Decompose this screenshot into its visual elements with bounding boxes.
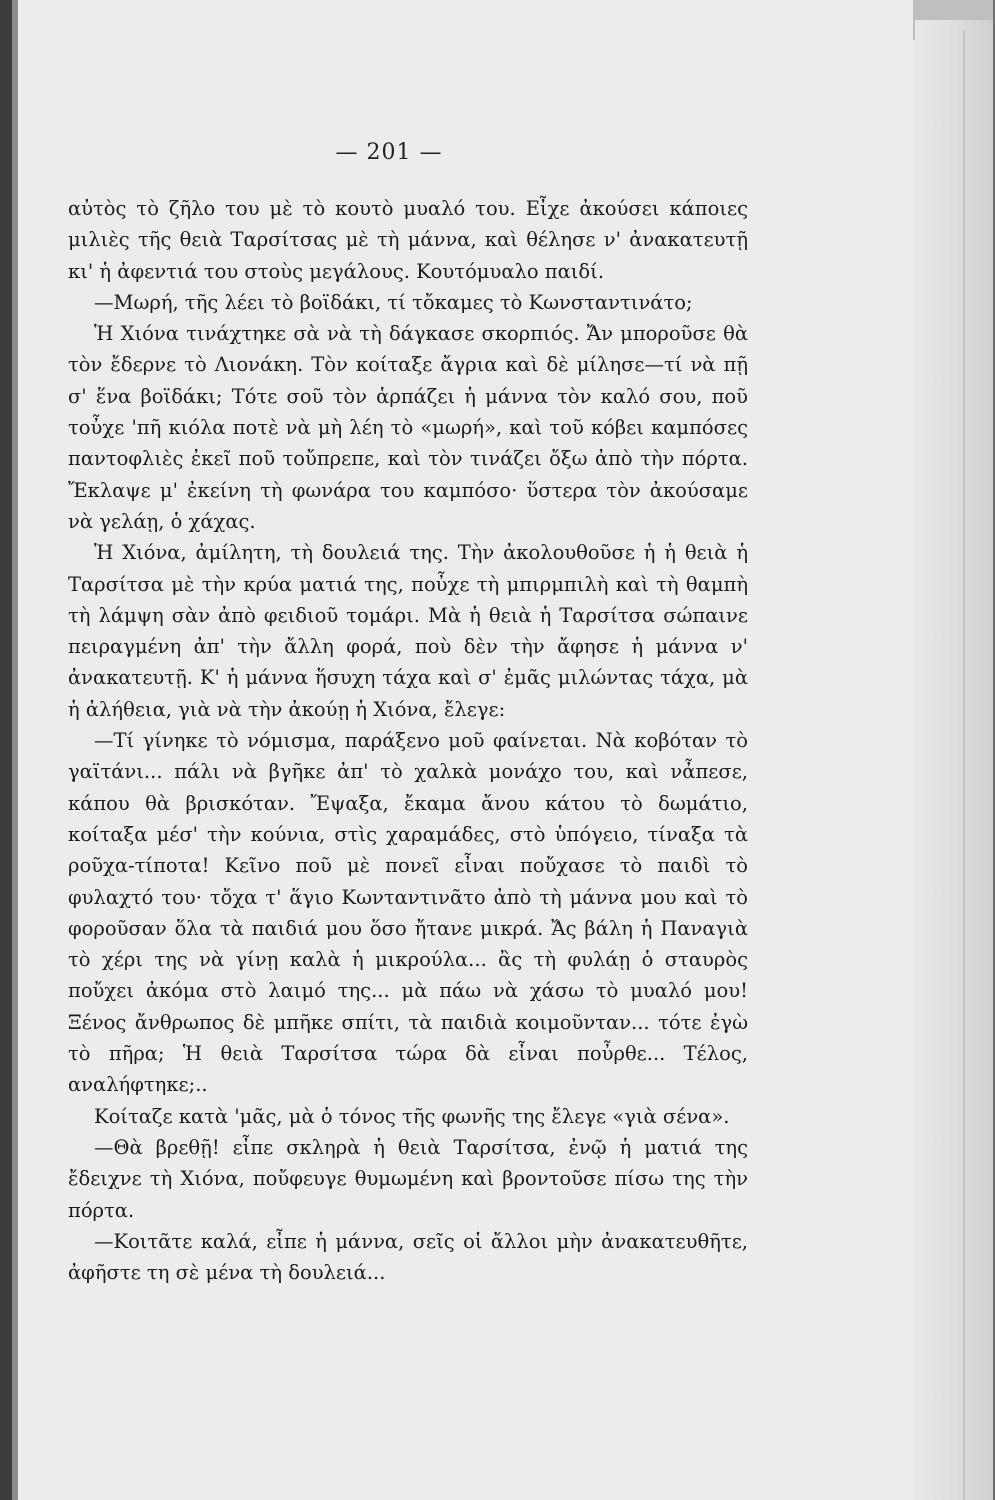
paragraph: —Θὰ βρεθῇ! εἶπε σκληρὰ ἡ θειὰ Ταρσίτσα, ἐνῷ ἡ ματιά της ἔδειχνε τὴ Χιόνα, ποὔφευγε θυμωμένη καὶ βροντοῦσε πίσω της τὴν πόρτα. [68,1135,748,1222]
page-number: — 201 — [335,140,443,165]
paragraph: —Τί γίνηκε τὸ νόμισμα, παράξενο μοῦ φαίνεται. Νὰ κοβόταν τὸ γαϊτάνι... πάλι νὰ βγῆκε ἀπ' τὸ χαλκὰ μονάχο του, καὶ νἆπεσε, κάπου θὰ βρισκόταν. Ἔψαξα, ἔκαμα ἄνου κάτου τὸ δωμάτιο, κοίταξα μέσ' τὴν κούνια, στὶς χαραμάδες, στὸ ὑπόγειο, τίναξα τὰ ροῦχα-τίποτα! Κεῖνο ποῦ μὲ πονεῖ εἶναι ποὔχασε τὸ παιδὶ τὸ φυλαχτό του· τὄχα τ' ἅγιο Κωνταντινᾶτο ἀπὸ τὴ μάννα μου καὶ τὸ φοροῦσαν ὅλα τὰ παιδιά μου ὅσο ἤτανε μικρά. Ἄς βάλη ἡ Παναγιὰ τὸ χέρι της νὰ γίνῃ καλὰ ἡ μικρούλα... ἂς τὴ φυλάῃ ὁ σταυρὸς ποὔχει ἀκόμα στὸ λαιμό της... μὰ πάω νὰ χάσω τὸ μυαλό μου! Ξένος ἄνθρωπος δὲ μπῆκε σπίτι, τὰ παιδιὰ κοιμοῦνταν... τότε ἐγὼ τὸ πῆρα; Ἡ θειὰ Ταρσίτσα τώρα δὰ εἶναι ποὖρθε... Τέλος, αναλήφτηκε;.. [68,729,748,1097]
paragraph: Ἡ Χιόνα, ἀμίλητη, τὴ δουλειά της. Τὴν ἀκολουθοῦσε ἡ ἡ θειὰ ἡ Ταρσίτσα μὲ τὴν κρύα ματιά της, ποὖχε τὴ μπιρμπιλὴ καὶ τὴ θαμπὴ τὴ λάμψη σὰν ἀπὸ φειδιοῦ τομάρι. Μὰ ἡ θειὰ ἡ Ταρσίτσα σώπαινε πειραγμένη ἀπ' τὴν ἄλλη φορά, ποὺ δὲν τὴν ἄφησε ἡ μάννα ν' ἀνακατευτῇ. Κ' ἡ μάννα ἥσυχη τάχα καὶ σ' ἐμᾶς μιλώντας τάχα, μὰ ἡ ἀλήθεια, γιὰ νὰ τὴν ἀκούῃ ἡ Χιόνα, ἔλεγε: [68,541,748,721]
page-edge-line [963,30,965,1500]
paragraph: Κοίταζε κατὰ 'μᾶς, μὰ ὁ τόνος τῆς φωνῆς της ἔλεγε «γιὰ σένα». [94,1104,730,1128]
body-text [68,193,748,1288]
page-edge [915,20,993,1500]
paragraph: αὐτὸς τὸ ζῆλο του μὲ τὸ κουτὸ μυαλό του. Εἶχε ἀκούσει κάποιες μιλιὲς τῆς θειὰ Ταρσίτσας μὲ τὴ μάννα, καὶ θέλησε ν' ἀνακατευτῇ κι' ἡ ἀφεντιά του στοὺς μεγάλους. Κουτόμυαλο παιδί. [68,197,748,283]
paragraph: —Κοιτᾶτε καλά, εἶπε ἡ μάννα, σεῖς οἱ ἄλλοι μὴν ἀνακατευθῆτε, ἀφῆστε τη σὲ μένα τὴ δουλειά... [68,1229,748,1285]
book-page [18,0,993,1500]
paragraph: —Μωρή, τῆς λέει τὸ βοϊδάκι, τί τὄκαμες τὸ Κωνσταντινάτο; [94,290,693,314]
paragraph: Ἡ Χιόνα τινάχτηκε σὰ νὰ τὴ δάγκασε σκορπιός. Ἄν μποροῦσε θὰ τὸν ἔδερνε τὸ Λιονάκη. Τὸν κοίταξε ἄγρια καὶ δὲ μίλησε—τί νὰ πῇ σ' ἕνα βοϊδάκι; Τότε σοῦ τὸν ἁρπάζει ἡ μάννα τὸν καλό σου, ποῦ τοὖχε 'πῆ κιόλα ποτὲ νὰ μὴ λέη τὸ «μωρή», καὶ τοῦ κόβει καμπόσες παντοφλιὲς ἐκεῖ ποῦ τοὔπρεπε, καὶ τὸν τινάζει ὄξω ἀπὸ τὴν πόρτα. Ἔκλαψε μ' ἐκείνη τὴ φωνάρα του καμπόσο· ὕστερα τὸν ἀκούσαμε νὰ γελάῃ, ὁ χάχας. [68,322,748,533]
